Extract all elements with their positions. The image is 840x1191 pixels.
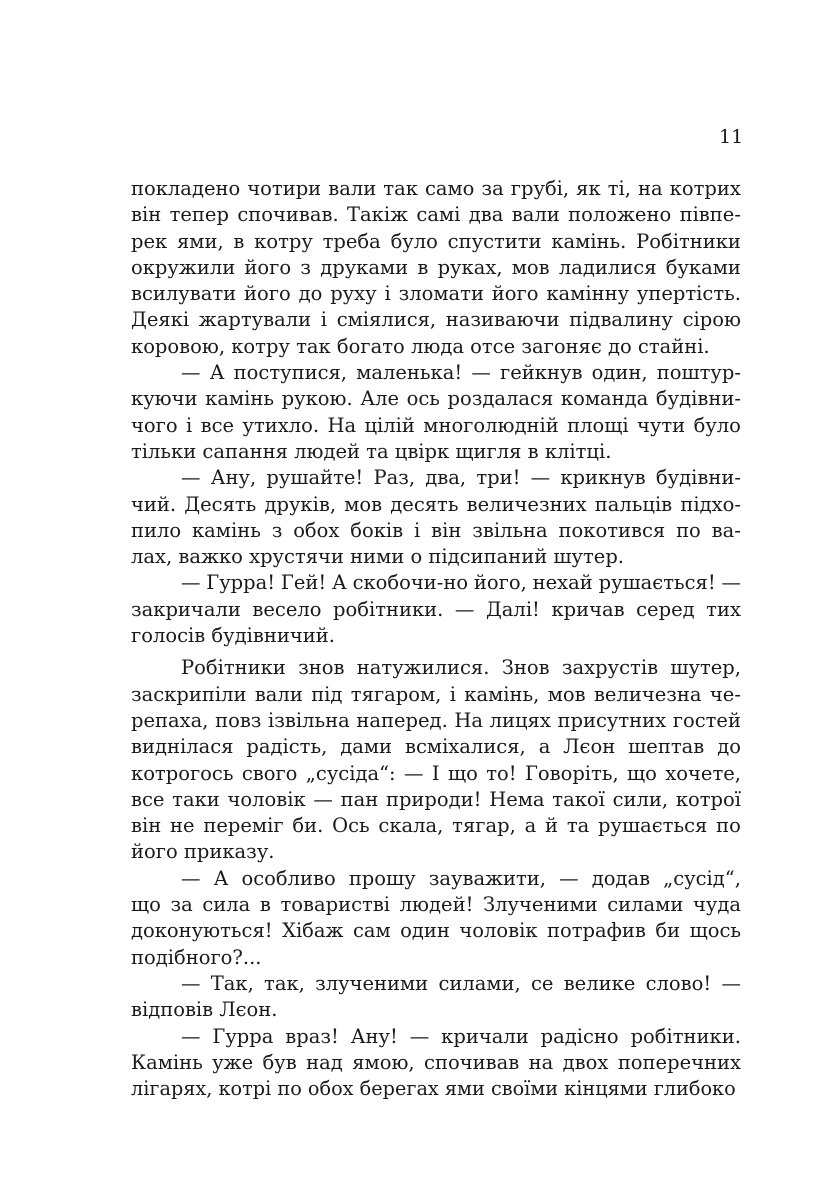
text-line: доконуються! Хібаж сам один чоловік потрафив би щось	[131, 919, 741, 943]
text-line: він тепер спочивав. Такіж самі два вали положено півпе-	[131, 203, 741, 227]
text-line: що за сила в товаристві людей! Злученими силами чуда	[131, 893, 741, 917]
text-line: Камінь уже був над ямою, спочивав на двох поперечних	[131, 1050, 741, 1074]
text-line: — Ану, рушайте! Раз, два, три! — крикнув будівни-	[181, 466, 741, 490]
text-line: лах, важко хрустячи ними о підсипаний шутер.	[131, 545, 625, 569]
text-line: — Гурра враз! Ану! — кричали радісно робітники.	[181, 1024, 741, 1048]
paragraph	[131, 176, 741, 360]
text-line: всилувати його до руху і зломати його камінну упертість.	[131, 282, 741, 306]
text-line: все таки чоловік — пан природи! Нема такої сили, котрої	[131, 787, 741, 811]
body-text	[131, 176, 741, 1102]
text-line: — Так, так, злученими силами, се велике слово! —	[181, 971, 741, 995]
text-line: коровою, котру так богато люда отсе загоняє до стайні.	[131, 334, 710, 358]
text-line: куючи камінь рукою. Але ось роздалася команда будівни-	[131, 387, 741, 411]
text-line: чого і все утихло. На цілій многолюдній площі чути було	[131, 413, 741, 437]
text-line: відповів Лєон.	[131, 998, 278, 1022]
text-line: Деякі жартували і сміялися, називаючи підвалину сірою	[131, 308, 741, 332]
text-line: подібного?...	[131, 945, 262, 969]
paragraph	[131, 360, 741, 465]
text-line: Робітники знов натужилися. Знов захрустів шутер,	[181, 656, 741, 680]
text-line: репаха, повз ізвільна наперед. На лицях присутних гостей	[131, 708, 741, 732]
text-line: чий. Десять друків, мов десять величезних пальців підхо-	[131, 492, 741, 516]
paragraph	[131, 971, 741, 1024]
paragraph	[131, 1024, 741, 1103]
text-line: рек ями, в котру треба було спустити камінь. Робітники	[131, 229, 741, 253]
text-line: — А особливо прошу зауважити, — додав „сусід“,	[181, 866, 741, 890]
text-line: пило камінь з обох боків і він звільна покотився по ва-	[131, 518, 741, 542]
paragraph	[131, 655, 741, 865]
text-line: він не переміг би. Ось скала, тягар, а й та рушається по	[131, 814, 741, 838]
text-line: покладено чотири вали так само за грубі, як ті, на котрих	[131, 177, 741, 200]
paragraph	[131, 465, 741, 570]
text-line: виднілася радість, дами всміхалися, а Лєон шептав до	[131, 735, 741, 759]
text-line: окружили його з друками в руках, мов ладилися буками	[131, 255, 741, 279]
text-line: закричали весело робітники. — Далі! кричав серед тих	[131, 597, 741, 621]
page-number: 11	[719, 126, 744, 148]
text-line: — А поступися, маленька! — гейкнув один, поштур-	[181, 361, 741, 385]
text-line: — Гурра! Гей! А скобочи-но його, нехай рушається! —	[181, 571, 741, 595]
paragraph	[131, 866, 741, 971]
text-line: голосів будівничий.	[131, 624, 335, 648]
text-line: лігарях, котрі по обох берегах ями своїми кінцями глибоко	[131, 1077, 736, 1101]
text-line: його приказу.	[131, 840, 275, 864]
paragraph	[131, 570, 741, 649]
text-line: тільки сапання людей та цвірк щигля в клітці.	[131, 439, 612, 463]
text-line: заскрипіли вали під тягаром, і камінь, мов величезна че-	[131, 682, 741, 706]
text-line: котрогось свого „сусіда“: — І що то! Говоріть, що хочете,	[131, 761, 741, 785]
